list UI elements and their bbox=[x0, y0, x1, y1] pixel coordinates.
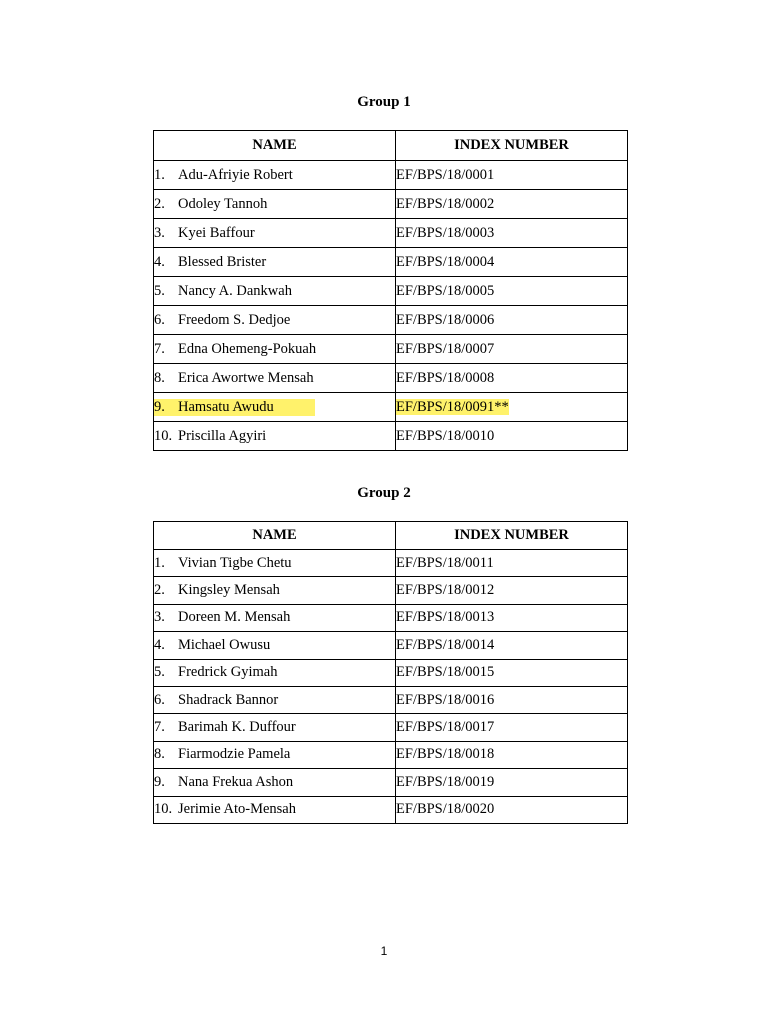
student-name-cell bbox=[154, 219, 396, 248]
group-1-table bbox=[153, 130, 628, 451]
table-row bbox=[154, 796, 628, 823]
student-name-cell bbox=[154, 577, 396, 604]
student-name-cell bbox=[154, 796, 396, 823]
student-name: Kingsley Mensah bbox=[178, 582, 280, 599]
student-name-cell bbox=[154, 741, 396, 768]
student-name-cell bbox=[154, 335, 396, 364]
row-number: 8. bbox=[154, 746, 165, 763]
group-1-title: Group 1 bbox=[357, 94, 411, 110]
table-row bbox=[154, 422, 628, 451]
student-name: Freedom S. Dedjoe bbox=[178, 311, 291, 328]
row-number: 5. bbox=[154, 282, 165, 299]
student-name: Erica Awortwe Mensah bbox=[178, 369, 314, 386]
table-row bbox=[154, 161, 628, 190]
student-name: Vivian Tigbe Chetu bbox=[178, 554, 292, 571]
row-number: 1. bbox=[154, 554, 165, 571]
student-name: Priscilla Agyiri bbox=[178, 427, 267, 444]
index-number-cell: EF/BPS/18/0007 bbox=[396, 335, 628, 364]
student-name-cell bbox=[154, 422, 396, 451]
index-number-cell: EF/BPS/18/0013 bbox=[396, 604, 628, 631]
student-name-cell bbox=[154, 161, 396, 190]
student-name-cell bbox=[154, 714, 396, 741]
highlighted-index-number: EF/BPS/18/0091** bbox=[396, 398, 509, 415]
row-number: 4. bbox=[154, 253, 165, 270]
student-name: Nana Frekua Ashon bbox=[178, 773, 294, 790]
index-number-cell bbox=[396, 393, 628, 422]
student-name: Adu-Afriyie Robert bbox=[178, 166, 293, 183]
table-row bbox=[154, 659, 628, 686]
table-row bbox=[154, 714, 628, 741]
index-number-column-header: INDEX NUMBER bbox=[396, 522, 628, 550]
student-name-cell bbox=[154, 393, 396, 422]
student-name-cell bbox=[154, 659, 396, 686]
row-number: 9. bbox=[154, 773, 165, 790]
row-number: 4. bbox=[154, 636, 165, 653]
student-name: Odoley Tannoh bbox=[178, 195, 268, 212]
table-row bbox=[154, 686, 628, 713]
index-number-cell: EF/BPS/18/0017 bbox=[396, 714, 628, 741]
group-2-title: Group 2 bbox=[357, 485, 411, 501]
table-row bbox=[154, 364, 628, 393]
student-name: Doreen M. Mensah bbox=[178, 609, 291, 626]
index-number-cell: EF/BPS/18/0015 bbox=[396, 659, 628, 686]
table-row bbox=[154, 277, 628, 306]
table-row bbox=[154, 248, 628, 277]
row-number: 5. bbox=[154, 664, 165, 681]
student-name: Shadrack Bannor bbox=[178, 691, 279, 708]
student-name: Barimah K. Duffour bbox=[178, 719, 296, 736]
student-name-cell bbox=[154, 306, 396, 335]
index-number-column-header: INDEX NUMBER bbox=[396, 131, 628, 161]
table-row bbox=[154, 190, 628, 219]
index-number-cell: EF/BPS/18/0020 bbox=[396, 796, 628, 823]
index-number-cell: EF/BPS/18/0010 bbox=[396, 422, 628, 451]
student-name-cell bbox=[154, 190, 396, 219]
student-name: Jerimie Ato-Mensah bbox=[178, 801, 296, 818]
row-number: 10. bbox=[154, 427, 173, 444]
table-header-row bbox=[154, 522, 628, 550]
index-number-cell: EF/BPS/18/0006 bbox=[396, 306, 628, 335]
page-number: 1 bbox=[380, 944, 388, 958]
student-name: Hamsatu Awudu bbox=[178, 398, 274, 415]
index-number-cell: EF/BPS/18/0018 bbox=[396, 741, 628, 768]
index-number-cell: EF/BPS/18/0003 bbox=[396, 219, 628, 248]
name-column-header: NAME bbox=[154, 131, 396, 161]
index-number-cell: EF/BPS/18/0002 bbox=[396, 190, 628, 219]
student-name: Fredrick Gyimah bbox=[178, 664, 278, 681]
index-number-cell: EF/BPS/18/0016 bbox=[396, 686, 628, 713]
row-number: 2. bbox=[154, 195, 165, 212]
row-number: 8. bbox=[154, 369, 165, 386]
row-number: 10. bbox=[154, 801, 173, 818]
row-number: 9. bbox=[154, 398, 165, 415]
row-number: 7. bbox=[154, 340, 165, 357]
student-name-cell bbox=[154, 364, 396, 393]
student-name: Blessed Brister bbox=[178, 253, 267, 270]
student-name-cell bbox=[154, 248, 396, 277]
table-row bbox=[154, 741, 628, 768]
index-number-cell: EF/BPS/18/0005 bbox=[396, 277, 628, 306]
index-number-cell: EF/BPS/18/0011 bbox=[396, 550, 628, 577]
table-row bbox=[154, 632, 628, 659]
row-number: 6. bbox=[154, 691, 165, 708]
index-number-cell: EF/BPS/18/0008 bbox=[396, 364, 628, 393]
student-name: Fiarmodzie Pamela bbox=[178, 746, 291, 763]
student-name-cell bbox=[154, 277, 396, 306]
student-name-cell bbox=[154, 769, 396, 796]
name-column-header: NAME bbox=[154, 522, 396, 550]
highlighted-table-row bbox=[154, 393, 628, 422]
table-row bbox=[154, 335, 628, 364]
table-header-row bbox=[154, 131, 628, 161]
index-number-cell: EF/BPS/18/0012 bbox=[396, 577, 628, 604]
table-row bbox=[154, 604, 628, 631]
student-name-cell bbox=[154, 686, 396, 713]
student-name: Kyei Baffour bbox=[178, 224, 255, 241]
group-2-table bbox=[153, 521, 628, 824]
table-row bbox=[154, 306, 628, 335]
table-row bbox=[154, 219, 628, 248]
row-number: 2. bbox=[154, 582, 165, 599]
student-name: Edna Ohemeng-Pokuah bbox=[178, 340, 317, 357]
index-number-cell: EF/BPS/18/0019 bbox=[396, 769, 628, 796]
highlighted-name bbox=[154, 399, 315, 416]
student-name-cell bbox=[154, 604, 396, 631]
student-name-cell bbox=[154, 632, 396, 659]
row-number: 3. bbox=[154, 609, 165, 626]
table-row bbox=[154, 577, 628, 604]
table-row bbox=[154, 550, 628, 577]
student-name-cell bbox=[154, 550, 396, 577]
row-number: 6. bbox=[154, 311, 165, 328]
index-number-cell: EF/BPS/18/0001 bbox=[396, 161, 628, 190]
row-number: 3. bbox=[154, 224, 165, 241]
row-number: 1. bbox=[154, 166, 165, 183]
index-number-cell: EF/BPS/18/0004 bbox=[396, 248, 628, 277]
table-row bbox=[154, 769, 628, 796]
student-name: Nancy A. Dankwah bbox=[178, 282, 292, 299]
row-number: 7. bbox=[154, 719, 165, 736]
index-number-cell: EF/BPS/18/0014 bbox=[396, 632, 628, 659]
student-name: Michael Owusu bbox=[178, 636, 271, 653]
